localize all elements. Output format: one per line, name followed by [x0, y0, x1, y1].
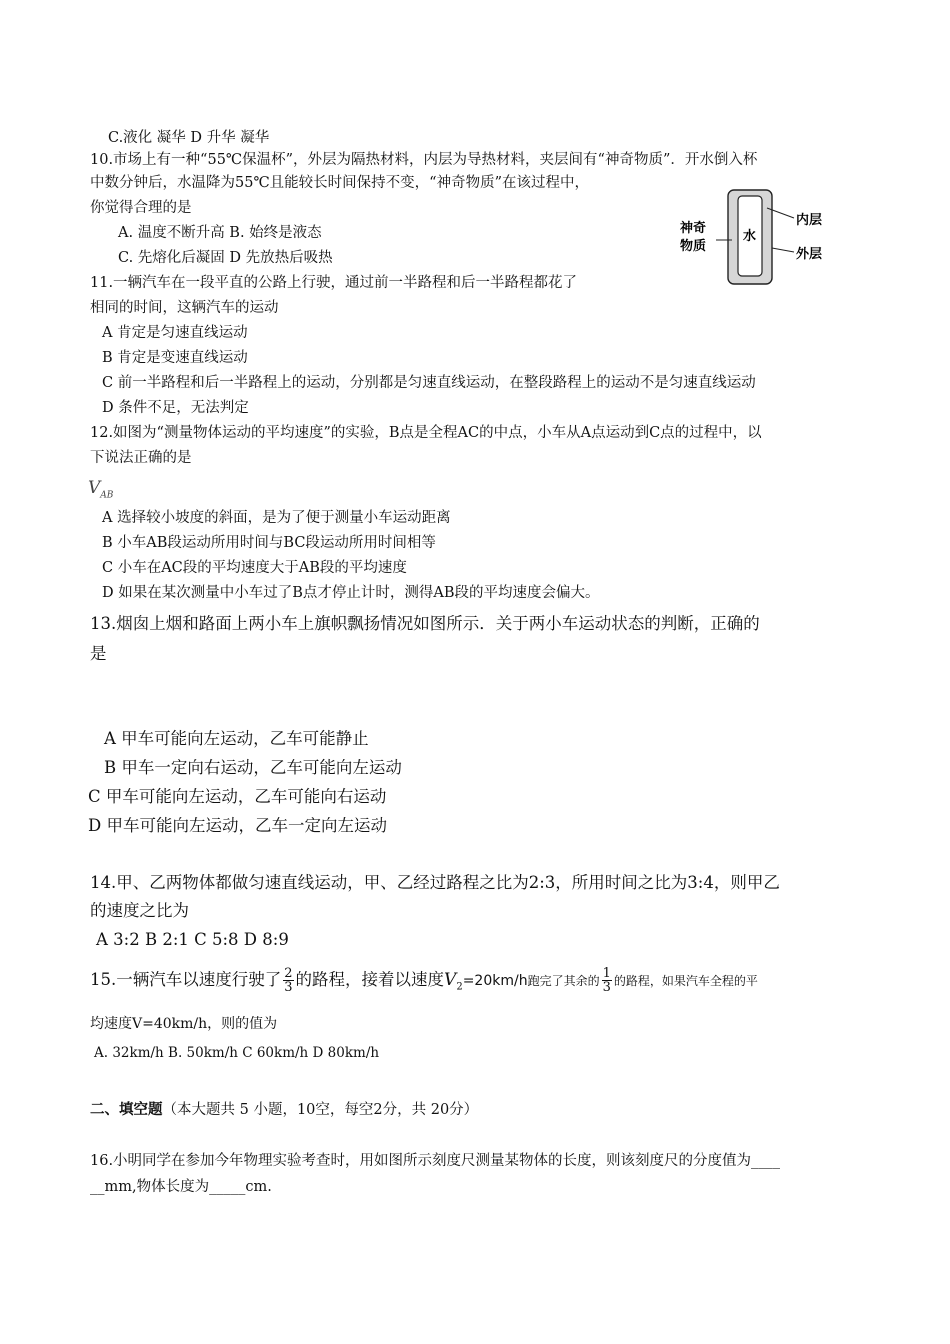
- label-water: 水: [743, 229, 757, 244]
- q12-stem-2: 下说法正确的是: [90, 450, 192, 466]
- v-ab-subscript: AB: [100, 490, 114, 501]
- q15-text-4: 的路程，如果汽车全程的平: [613, 974, 758, 988]
- q11-option-a: A 肯定是匀速直线运动: [102, 325, 248, 341]
- label-inner: 内层: [796, 213, 823, 228]
- q16-stem-1: 16.小明同学在参加今年物理实验考查时，用如图所示刻度尺测量某物体的长度，则该刻度尺的分度值为____: [90, 1153, 781, 1169]
- fraction-one-third: [602, 967, 612, 994]
- fraction-two-thirds: [283, 967, 293, 994]
- fraction-denominator: 3: [284, 980, 293, 995]
- q10-stem-2: 中数分钟后，水温降为55℃且能较长时间保持不变，“神奇物质”在该过程中，: [90, 175, 589, 191]
- q14-stem-1: 14.甲、乙两物体都做匀速直线运动，甲、乙经过路程之比为2:3，所用时间之比为3:4，则甲乙: [90, 873, 780, 892]
- q15-text-3: 跑完了其余的: [527, 974, 600, 988]
- q15-options: A. 32km/h B. 50km/h C 60km/h D 80km/h: [94, 1045, 380, 1061]
- label-magic-1: 神奇: [680, 221, 707, 236]
- q10-stem-1: 10.市场上有一种“55℃保温杯”，外层为隔热材料，内层为导热材料，夹层间有“神奇物质”．开水倒入杯: [90, 152, 758, 168]
- fraction-numerator: 2: [284, 966, 293, 981]
- q14-stem-2: 的速度之比为: [90, 901, 189, 920]
- q12-option-c: C 小车在AC段的平均速度大于AB段的平均速度: [102, 560, 407, 576]
- q12-option-d: D 如果在某次测量中小车过了B点才停止计时，测得AB段的平均速度会偏大。: [102, 585, 600, 601]
- q15-stem-1: [90, 962, 758, 998]
- section-2-heading: [90, 1100, 478, 1120]
- v-ab-letter: V: [88, 478, 101, 498]
- q15-stem-2: 均速度V=40km/h，则的值为: [90, 1016, 278, 1032]
- fraction-numerator: 1: [602, 966, 611, 981]
- q11-stem-2: 相同的时间，这辆汽车的运动: [90, 300, 279, 316]
- v2-symbol: [444, 970, 463, 993]
- q14-options: A 3:2 B 2:1 C 5:8 D 8:9: [96, 930, 289, 949]
- q15-text-1: 15.一辆汽车以速度行驶了: [90, 970, 282, 989]
- q10-options-cd: C. 先熔化后凝固 D 先放热后吸热: [118, 250, 333, 266]
- label-magic-2: 物质: [680, 239, 707, 254]
- q13-option-a: A 甲车可能向左运动，乙车可能静止: [104, 729, 369, 748]
- label-outer: 外层: [796, 247, 823, 262]
- outer-pointer-line: [772, 248, 794, 252]
- section-2-title: 二、填空题: [90, 1101, 163, 1118]
- q13-option-d: D 甲车可能向左运动，乙车一定向左运动: [88, 816, 387, 835]
- q11-option-b: B 肯定是变速直线运动: [102, 350, 248, 366]
- q11-option-d: D 条件不足，无法判定: [102, 400, 249, 416]
- q9-options-cd: C.液化 凝华 D 升华 凝华: [108, 130, 270, 146]
- v2-letter: V: [444, 970, 457, 990]
- q12-option-b: B 小车AB段运动所用时间与BC段运动所用时间相等: [102, 535, 436, 551]
- q13-stem-2: 是: [90, 644, 107, 663]
- q10-options-ab: A. 温度不断升高 B. 始终是液态: [118, 225, 322, 241]
- q15-v2-value: =20km/h: [462, 973, 528, 989]
- q16-stem-2: __mm,物体长度为_____cm.: [90, 1179, 272, 1195]
- q12-stem-1: 12.如图为“测量物体运动的平均速度”的实验，B点是全程AC的中点，小车从A点运动到C点的过程中，以: [90, 425, 762, 441]
- q10-stem-3: 你觉得合理的是: [90, 200, 192, 216]
- q13-option-c: C 甲车可能向左运动，乙车可能向右运动: [88, 787, 387, 806]
- q13-option-b: B 甲车一定向右运动，乙车可能向左运动: [104, 758, 402, 777]
- q11-option-c: C 前一半路程和后一半路程上的运动，分别都是匀速直线运动，在整段路程上的运动不是匀速直线运动: [102, 375, 756, 391]
- q12-option-a: A 选择较小坡度的斜面，是为了便于测量小车运动距离: [102, 510, 451, 526]
- q13-stem-1: 13.烟囱上烟和路面上两小车上旗帜飘扬情况如图所示．关于两小车运动状态的判断，正确的: [90, 614, 760, 633]
- q11-stem-1: 11.一辆汽车在一段平直的公路上行驶，通过前一半路程和后一半路程都花了: [90, 275, 578, 291]
- v-ab-symbol: [88, 478, 113, 500]
- section-2-note: （本大题共 5 小题，10空，每空2分，共 20分）: [162, 1102, 479, 1118]
- q15-text-2: 的路程，接着以速度: [295, 970, 445, 989]
- thermos-cup-figure: [672, 188, 852, 288]
- v2-subscript: 2: [456, 981, 463, 993]
- fraction-denominator: 3: [602, 980, 611, 995]
